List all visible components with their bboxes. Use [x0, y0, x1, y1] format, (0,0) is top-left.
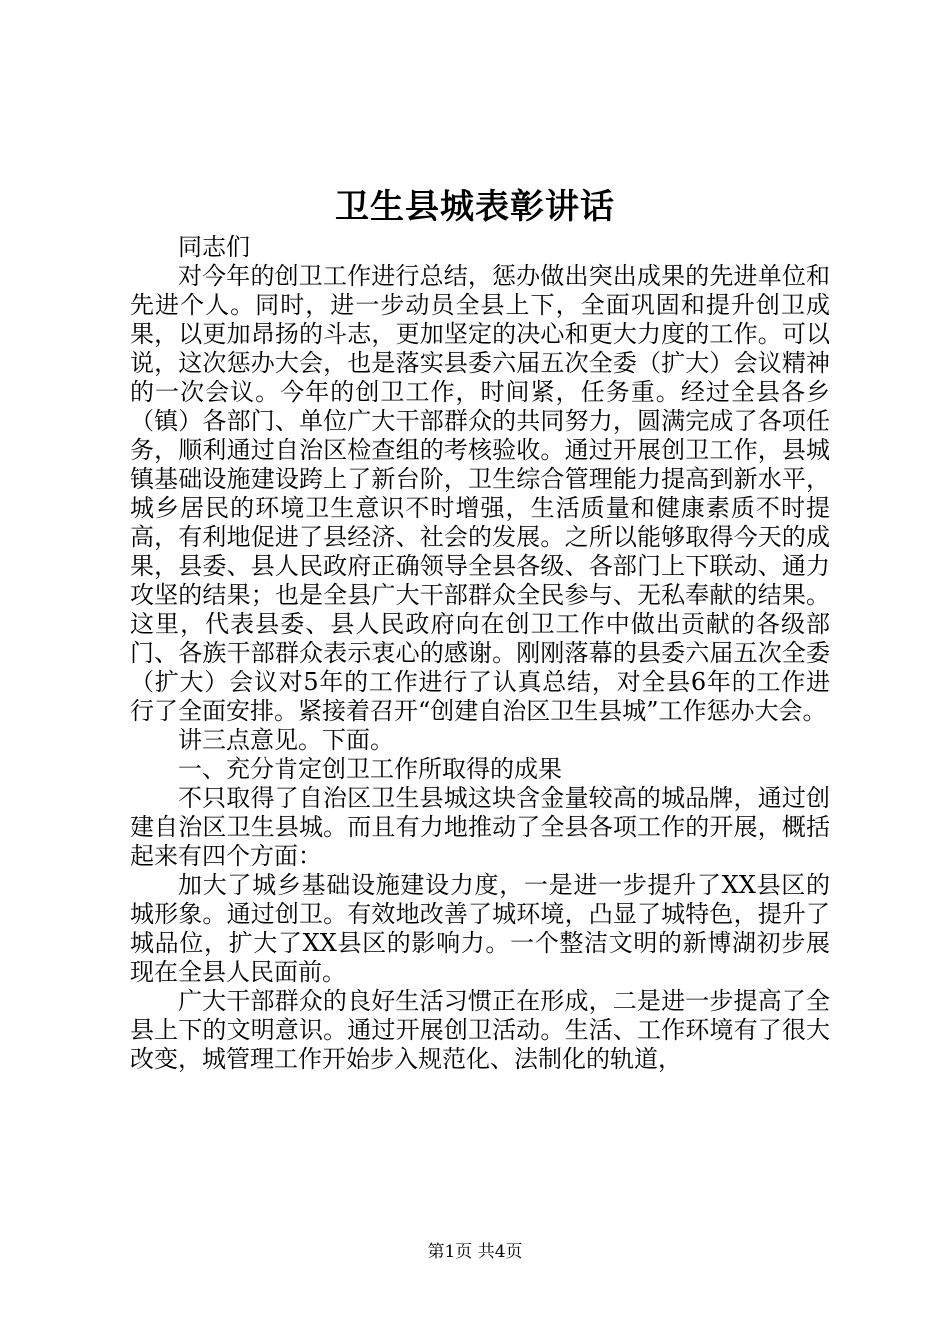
paragraph: 不只取得了自治区卫生县城这块含金量较高的城品牌，通过创建自治区卫生县城。而且有力地推动了全县各项工作的开展，概括起来有四个方面：	[130, 784, 830, 870]
paragraph: 讲三点意见。下面。	[178, 726, 394, 754]
paragraph: 对今年的创卫工作进行总结，惩办做出突出成果的先进单位和先进个人。同时，进一步动员全县上下，全面巩固和提升创卫成果，以更加昂扬的斗志，更加坚定的决心和更大力度的工作。可以说，这次惩办大会，也是落实县委六届五次全委（扩大）会议精神的一次会议。今年的创卫工作，时间紧，任务重。经过全县各乡（镇）各部门、单位广大干部群众的共同努力，圆满完成了各项任务，顺利通过自治区检查组的考核验收。通过开展创卫工作，县城镇基础设施建设跨上了新台阶，卫生综合管理能力提高到新水平，城乡居民的环境卫生意识不时增强，生活质量和健康素质不时提高，有利地促进了县经济、社会的发展。之所以能够取得今天的成果，县委、县人民政府正确领导全县各级、各部门上下联动、通力攻坚的结果；也是全县广大干部群众全民参与、无私奉献的结果。这里，代表县委、县人民政府向在创卫工作中做出贡献的各级部门、各族干部群众表示衷心的感谢。刚刚落幕的县委六届五次全委（扩大）会议对5年的工作进行了认真总结，对全县6年的工作进行了全面安排。紧接着召开“创建自治区卫生县城”工作惩办大会。	[130, 262, 830, 725]
paragraph: 广大干部群众的良好生活习惯正在形成，二是进一步提高了全县上下的文明意识。通过开展创卫活动。生活、工作环境有了很大改变，城管理工作开始步入规范化、法制化的轨道，	[130, 987, 830, 1073]
paragraph: 加大了城乡基础设施建设力度，一是进一步提升了XX县区的城形象。通过创卫。有效地改善了城环境，凸显了城特色，提升了城品位，扩大了XX县区的影响力。一个整洁文明的新博湖初步展现在全县人民面前。	[130, 871, 830, 986]
document-title: 卫生县城表彰讲话	[335, 187, 615, 227]
section-heading: 一、充分肯定创卫工作所取得的成果	[178, 755, 562, 783]
page-number-footer: 第1页 共4页	[427, 1242, 523, 1262]
document-body	[130, 233, 830, 1074]
paragraph-salutation: 同志们	[178, 233, 250, 261]
